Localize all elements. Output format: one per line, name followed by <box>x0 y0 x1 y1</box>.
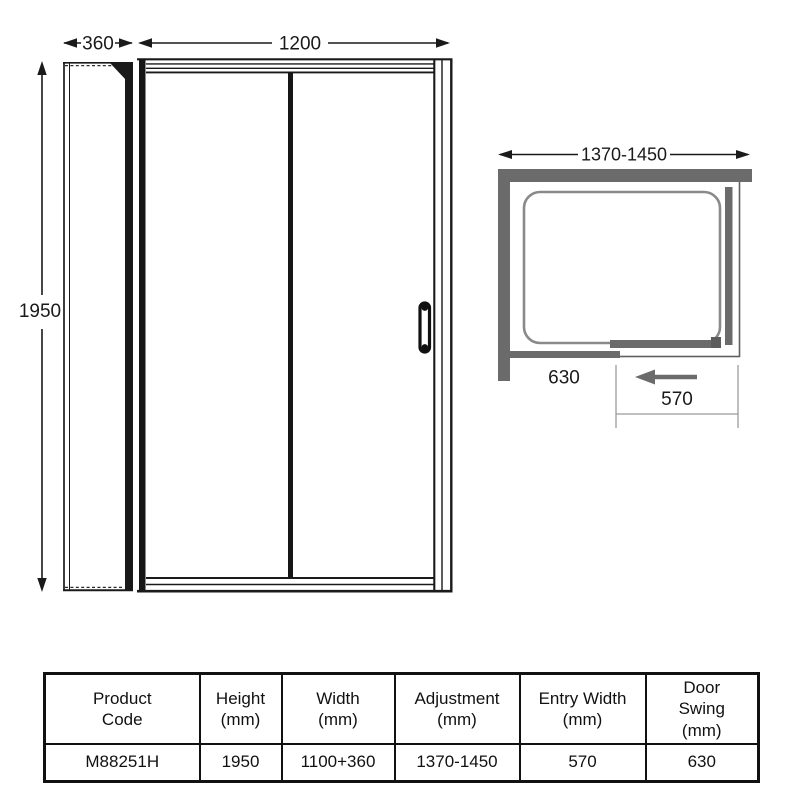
arrow-left-icon <box>138 38 152 47</box>
dim-height <box>19 61 61 592</box>
side-panel <box>63 62 133 591</box>
spec-table-data-row <box>45 744 759 782</box>
cell-entry-width: 570 <box>520 744 646 782</box>
left-wall <box>498 169 510 381</box>
left-frame-member <box>139 59 146 591</box>
dim-door-swing-label: 630 <box>548 367 580 389</box>
arrow-left-icon <box>63 38 77 47</box>
col-header-product-code: Product Code <box>45 674 200 744</box>
sliding-door-end-block <box>711 337 721 348</box>
dim-panel-width <box>63 34 133 55</box>
arrow-right-icon <box>119 38 133 47</box>
sliding-door-panel <box>610 340 721 348</box>
center-mullion <box>288 73 293 579</box>
side-panel-plan <box>725 187 733 345</box>
door-handle-icon <box>420 303 430 352</box>
panel-edge-profile <box>125 63 133 591</box>
col-header-door-swing: Door Swing (mm) <box>646 674 759 744</box>
spec-table <box>43 672 760 783</box>
plan-view <box>498 145 752 429</box>
dim-overall-width-label: 1370-1450 <box>580 144 668 165</box>
cell-door-swing: 630 <box>646 744 759 782</box>
dim-panel-width-label: 360 <box>82 33 114 55</box>
col-header-adjustment: Adjustment (mm) <box>395 674 520 744</box>
col-header-entry-width: Entry Width (mm) <box>520 674 646 744</box>
spec-table-header-row <box>45 674 759 744</box>
dim-door-width-label: 1200 <box>278 33 322 55</box>
dim-entry-width <box>616 365 738 428</box>
col-header-width: Width (mm) <box>282 674 395 744</box>
arrow-right-icon <box>436 38 450 47</box>
arrow-down-icon <box>37 578 46 592</box>
cell-height: 1950 <box>200 744 282 782</box>
arrow-left-icon <box>498 150 512 159</box>
front-view <box>19 34 453 593</box>
spec-table-container <box>43 672 760 783</box>
panel-corner-bevel <box>110 63 126 80</box>
back-wall <box>498 169 752 182</box>
cell-adjustment: 1370-1450 <box>395 744 520 782</box>
door-frame <box>137 59 453 592</box>
dim-overall-width <box>498 145 750 165</box>
dim-door-width <box>138 34 450 55</box>
arrow-right-icon <box>736 150 750 159</box>
arrow-up-icon <box>37 61 46 75</box>
dim-entry-width-label: 570 <box>661 389 693 410</box>
cell-product-code: M88251H <box>45 744 200 782</box>
shower-tray <box>524 192 720 343</box>
cell-width: 1100+360 <box>282 744 395 782</box>
slide-direction-arrow-icon <box>635 370 697 385</box>
fixed-door-panel <box>510 351 620 358</box>
dim-height-label: 1950 <box>18 301 62 322</box>
col-header-height: Height (mm) <box>200 674 282 744</box>
